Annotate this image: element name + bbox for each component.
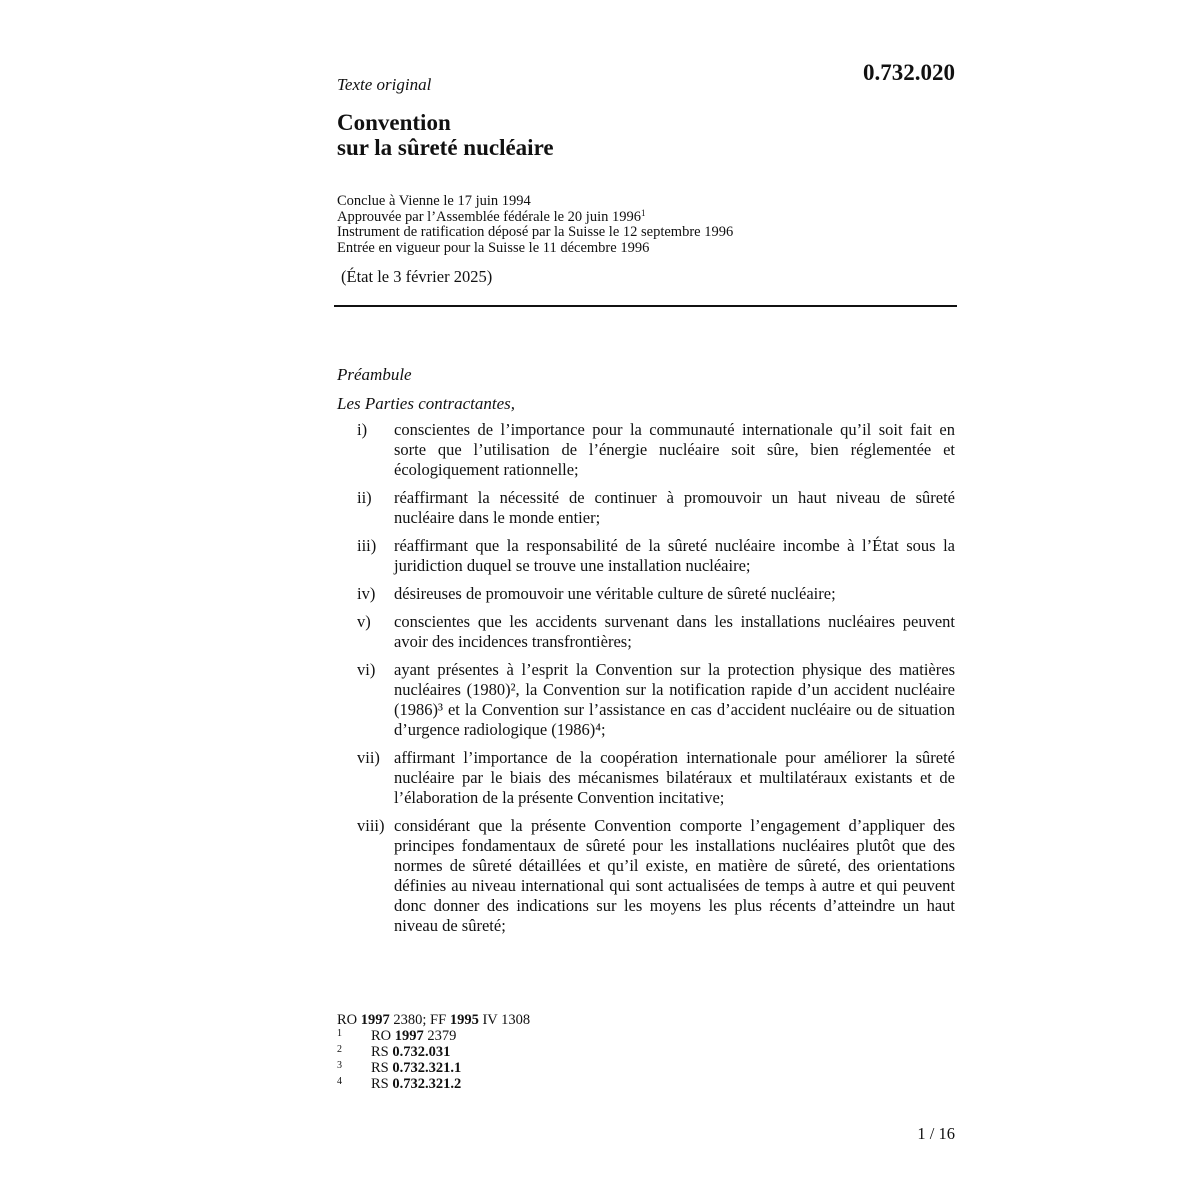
footnote-text [371,1076,461,1092]
item-number: iii) [357,536,377,555]
list-item [337,420,955,480]
footnote [337,1028,530,1044]
concluded-line: Conclue à Vienne le 17 juin 1994 [337,193,531,209]
preamble-heading: Préambule [337,365,412,384]
footnote-ref: 1997 [394,1028,424,1044]
list-item [337,612,955,652]
footnote-ref: 0.732.321.2 [392,1076,462,1092]
approved-text: Approuvée par l’Assemblée fédérale le 20 juin 1996 [337,208,641,225]
item-text: réaffirmant que la responsabilité de la sûreté nucléaire incombe à l’État sous la juridiction duquel se trouve une installation nucléaire; [394,536,955,575]
page-number: 1 / 16 [917,1124,955,1143]
item-text: conscientes que les accidents survenant dans les installations nucléaires peuvent avoir des incidences transfrontières; [394,612,955,651]
source-reference [337,1012,530,1028]
source-ro: RO [337,1012,361,1028]
item-number: vii) [357,748,380,767]
item-text: ayant présentes à l’esprit la Convention sur la protection physique des matières nucléaires (1980)², la Convention sur la notification rapide d’un accident nucléaire (1986)³ et la Convention sur l’assistance en cas d’accident nucléaire ou de situation d’urgence radiologique (1986)⁴; [394,660,955,739]
footnote-ref-1[interactable]: 1 [641,207,646,218]
footnote-text [371,1028,456,1044]
source-ro-page: 2380; FF [389,1012,450,1028]
footnote [337,1060,530,1076]
footnote [337,1044,530,1060]
item-number: vi) [357,660,376,679]
footnote-prefix: RS [371,1044,393,1060]
footnote-ref: 0.732.031 [392,1044,451,1060]
item-number: i) [357,420,368,439]
footnote-prefix: RS [371,1060,393,1076]
item-text: réaffirmant la nécessité de continuer à promouvoir un haut niveau de sûreté nucléaire dans le monde entier; [394,488,955,527]
title-line-1: Convention [337,110,451,135]
item-text: affirmant l’importance de la coopération internationale pour améliorer la sûreté nucléaire par le biais des mécanismes bilatéraux et multilatéraux existants et de l’élaboration de la présente Convention incitative; [394,748,955,807]
document-title [337,110,554,160]
footnote-mark: 2 [337,1044,342,1055]
list-item [337,748,955,808]
header-divider [334,305,957,307]
footnote-text [371,1060,461,1076]
footnote-ref: 0.732.321.1 [392,1060,462,1076]
footnote-mark: 1 [337,1028,342,1039]
source-ff-rest: IV 1308 [478,1012,531,1028]
item-number: ii) [357,488,372,507]
list-item [337,660,955,740]
source-ro-year: 1997 [360,1012,390,1028]
approved-line [337,207,733,226]
list-item [337,488,955,528]
preamble-list [337,420,955,944]
contracting-parties: Les Parties contractantes, [337,394,516,413]
sr-number: 0.732.020 [863,60,955,85]
item-text: conscientes de l’importance pour la communauté internationale qu’il soit fait en sorte que l’utilisation de l’énergie nucléaire soit sûre, bien réglementée et écologiquement rationnelle; [394,420,955,479]
metadata-block [337,194,733,256]
ratification-line: Instrument de ratification déposé par la Suisse le 12 septembre 1996 [337,224,734,240]
list-item [337,816,955,936]
title-line-2: sur la sûreté nucléaire [337,135,554,160]
item-number: v) [357,612,371,631]
footnotes [337,1012,530,1092]
state-date: (État le 3 février 2025) [341,267,493,286]
item-text: désireuses de promouvoir une véritable culture de sûreté nucléaire; [394,584,836,603]
in-force-line: Entrée en vigueur pour la Suisse le 11 décembre 1996 [337,239,650,256]
footnote-prefix: RS [371,1076,393,1092]
footnote-text [371,1044,450,1060]
original-text-label: Texte original [337,75,432,94]
footnote [337,1076,530,1092]
footnote-mark: 4 [337,1076,342,1087]
item-number: viii) [357,816,385,835]
list-item [337,536,955,576]
footnote-suffix: 2379 [423,1028,457,1044]
item-text: considérant que la présente Convention comporte l’engagement d’appliquer des principes fondamentaux de sûreté pour les installations nucléaires plutôt que des normes de sûreté détaillées et qu’il existe, en matière de sûreté, des orientations définies au niveau international qui sont actualisées de temps à autre et qui peuvent donc donner des indications sur les moyens les plus récents d’atteindre un haut niveau de sûreté; [394,816,955,935]
list-item [337,584,955,604]
item-number: iv) [357,584,376,603]
footnote-prefix: RO [371,1028,395,1044]
source-ff-year: 1995 [449,1012,479,1028]
footnote-mark: 3 [337,1060,342,1071]
